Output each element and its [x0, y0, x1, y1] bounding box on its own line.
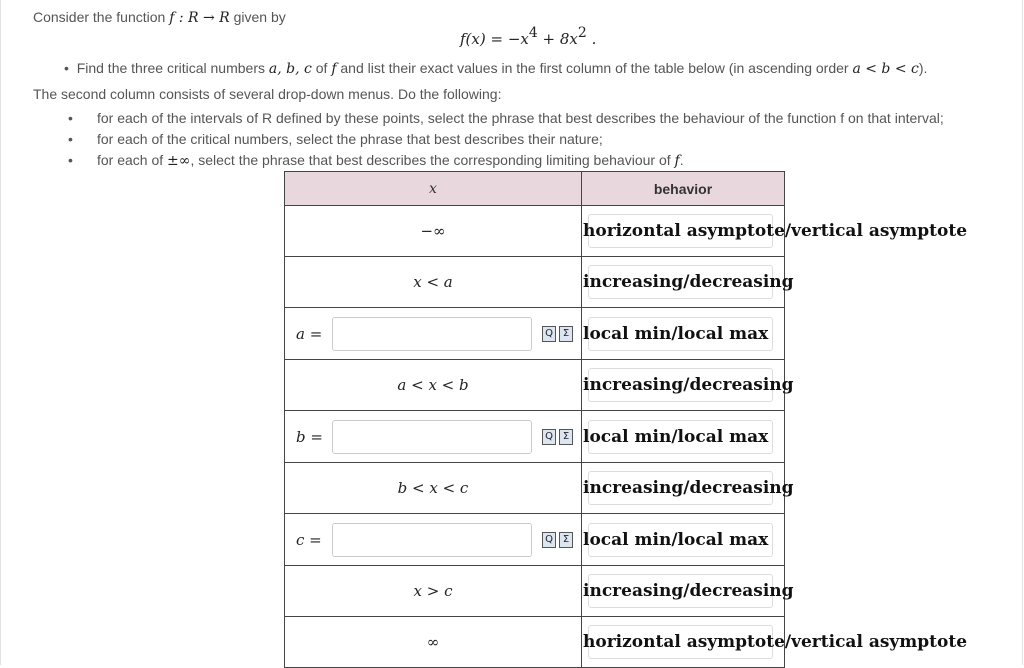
- behavior-cell: [582, 257, 794, 308]
- behavior-table: [284, 171, 968, 668]
- intro-suffix: given by: [233, 9, 286, 25]
- formula-exponent-4: 4: [528, 25, 538, 41]
- instruction-text-c: and list their exact values in the first column of the table below (in ascending order: [340, 60, 849, 76]
- critical-number-cell: [285, 308, 582, 360]
- second-column-note: The second column consists of several drop-down menus. Do the following:: [33, 86, 502, 102]
- task-text: for each of the intervals of R defined by these points, select the phrase that best describes the behaviour of the function f on that interval;: [97, 110, 944, 126]
- task-text-b: , select the phrase that best describes the corresponding limiting behaviour of: [190, 152, 671, 168]
- behavior-dropdown-text[interactable]: horizontal asymptote/vertical asymptote: [583, 221, 968, 241]
- critical-number-input[interactable]: [332, 420, 532, 454]
- formula-end: .: [586, 30, 597, 48]
- critical-number-label: b =: [296, 427, 323, 446]
- table-row: [285, 566, 785, 617]
- equation-editor-icon[interactable]: Σ: [559, 326, 573, 342]
- critical-vars: a, b, c: [268, 61, 312, 77]
- task-text-a: for each of: [97, 152, 164, 168]
- behavior-cell: [582, 360, 794, 411]
- behavior-dropdown-text[interactable]: increasing/decreasing: [583, 581, 794, 601]
- function-symbol: f: [331, 61, 337, 77]
- table-row: [285, 206, 785, 257]
- interval-label: x > c: [285, 566, 582, 617]
- task-text: for each of the critical numbers, select the phrase that best describes their nature;: [97, 131, 603, 147]
- task-end: .: [679, 152, 684, 168]
- interval-label: a < x < b: [285, 360, 582, 411]
- critical-number-input[interactable]: [332, 523, 532, 557]
- header-behavior: behavior: [582, 172, 785, 206]
- table-header-row: [285, 172, 785, 206]
- critical-number-cell: [285, 514, 582, 566]
- behavior-cell: [582, 411, 785, 463]
- behavior-dropdown-text[interactable]: local min/local max: [583, 529, 769, 550]
- table-row: [285, 257, 785, 308]
- preview-icon[interactable]: Q: [542, 429, 556, 445]
- instruction-text-b: of: [315, 60, 328, 76]
- behavior-cell: [582, 514, 785, 566]
- table-row: [285, 463, 785, 514]
- instruction-text-a: Find the three critical numbers: [76, 60, 265, 76]
- behavior-dropdown-text[interactable]: increasing/decreasing: [583, 478, 794, 498]
- bullet-dot: •: [68, 131, 73, 147]
- interval-label: x < a: [285, 257, 582, 308]
- bullet-dot: •: [64, 60, 69, 76]
- formula-exponent-2: 2: [577, 25, 587, 41]
- function-formula: [460, 25, 597, 48]
- behavior-dropdown-text[interactable]: local min/local max: [583, 426, 769, 447]
- function-signature: f : R → R: [169, 10, 230, 26]
- behavior-dropdown-text[interactable]: local min/local max: [583, 323, 769, 344]
- behavior-dropdown-text[interactable]: increasing/decreasing: [583, 375, 794, 395]
- interval-label: ∞: [285, 617, 582, 668]
- behavior-dropdown-text[interactable]: increasing/decreasing: [583, 272, 794, 292]
- formula-lhs: f(x) = −x: [460, 30, 529, 48]
- behavior-cell: [582, 308, 785, 360]
- find-critical-numbers-instruction: [64, 60, 927, 77]
- behavior-cell: [582, 566, 794, 617]
- header-x: x: [285, 172, 582, 206]
- behavior-cell: [582, 206, 968, 257]
- plus-minus-infinity: ±∞: [167, 153, 191, 169]
- intro-line: [33, 9, 286, 26]
- function-symbol: f: [674, 153, 680, 169]
- critical-number-label: c =: [296, 530, 322, 549]
- bullet-dot: •: [68, 152, 73, 168]
- behavior-cell: [582, 463, 794, 514]
- table-row: [285, 360, 785, 411]
- task-text: [97, 152, 684, 169]
- behavior-cell: [582, 617, 968, 668]
- order-condition: a < b < c: [852, 61, 919, 77]
- interval-label: b < x < c: [285, 463, 582, 514]
- critical-number-input[interactable]: [332, 317, 532, 351]
- formula-mid: + 8x: [537, 30, 578, 48]
- preview-icon[interactable]: Q: [542, 326, 556, 342]
- critical-number-label: a =: [296, 324, 323, 343]
- table-row: [285, 308, 785, 360]
- instruction-text-d: ).: [918, 60, 928, 76]
- interval-label: −∞: [285, 206, 582, 257]
- preview-icon[interactable]: Q: [542, 532, 556, 548]
- bullet-dot: •: [68, 110, 73, 126]
- intro-prefix: Consider the function: [33, 9, 166, 25]
- table-row: [285, 617, 785, 668]
- critical-number-cell: [285, 411, 582, 463]
- table-row: [285, 514, 785, 566]
- table-row: [285, 411, 785, 463]
- equation-editor-icon[interactable]: Σ: [559, 429, 573, 445]
- equation-editor-icon[interactable]: Σ: [559, 532, 573, 548]
- behavior-dropdown-text[interactable]: horizontal asymptote/vertical asymptote: [583, 632, 968, 652]
